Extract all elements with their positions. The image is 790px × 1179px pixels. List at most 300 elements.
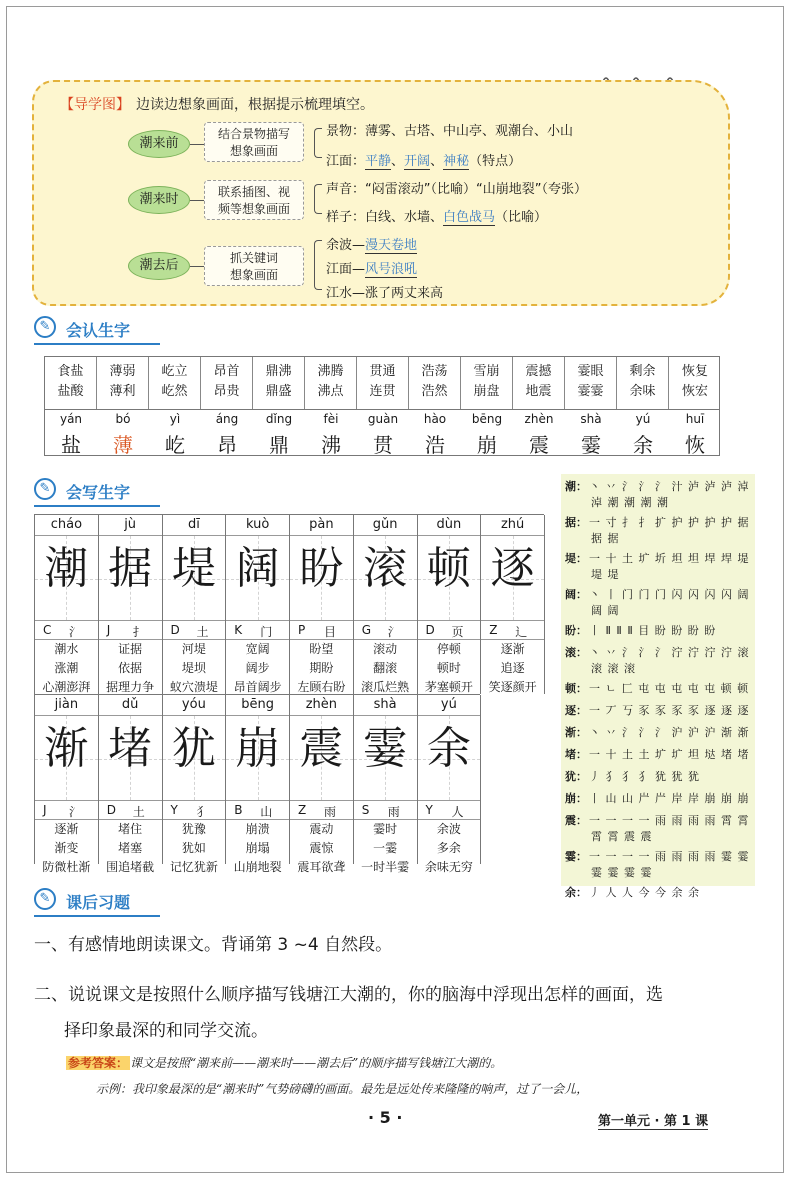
pinyin: áng — [215, 412, 239, 426]
word-list — [35, 819, 98, 877]
word-cell — [565, 357, 617, 409]
character: 堤 — [171, 543, 216, 594]
pinyin: bēng — [471, 412, 503, 426]
character: 昂 — [217, 433, 237, 457]
radical: 雨 — [387, 805, 400, 819]
method-line: 联系插图、视 — [217, 185, 290, 199]
word: 据理力争 — [106, 680, 155, 694]
word: 崩盘 — [473, 384, 500, 399]
stage-before: 潮来前 — [128, 130, 190, 158]
pinyin: fèi — [323, 412, 339, 426]
radical: 山 — [260, 805, 273, 819]
answer: 漫天卷地 — [365, 238, 418, 253]
word: 余味 — [629, 384, 656, 399]
word: 滚动 — [373, 642, 398, 656]
character: 潮 — [44, 543, 89, 594]
char-cell — [418, 695, 482, 874]
answer: 平静 — [365, 154, 392, 169]
index-letter: C — [43, 623, 52, 637]
pinyin: jiàn — [54, 697, 79, 712]
word: 防微杜渐 — [42, 860, 91, 874]
char-cell — [99, 695, 163, 874]
word: 浩荡 — [421, 364, 448, 379]
word: 左顾右盼 — [297, 680, 346, 694]
word-cell — [149, 357, 201, 409]
connector — [190, 144, 204, 145]
guide-tag: 【导学图】 — [60, 97, 130, 113]
character: 堵 — [108, 723, 153, 774]
word-list — [290, 639, 353, 697]
word: 证据 — [118, 642, 143, 656]
word-list — [481, 639, 544, 697]
word-cell — [617, 357, 669, 409]
char-cell — [418, 515, 482, 694]
stroke-row — [565, 680, 749, 696]
word: 地震 — [525, 384, 552, 399]
word: 心潮澎湃 — [42, 680, 91, 694]
word: 阔步 — [245, 661, 270, 675]
stroke-sequence: 霄 霄 震 震 — [591, 830, 653, 843]
radical: 目 — [324, 625, 337, 639]
pinyin: cháo — [50, 517, 83, 532]
stage-during: 潮来时 — [128, 186, 190, 214]
stroke-row — [565, 884, 700, 900]
word: 霎时 — [373, 822, 398, 836]
stroke-sequence: 丶 丷 氵 氵 氵 沪 沪 沪 渐 渐 — [589, 726, 750, 739]
radical: 雨 — [324, 805, 337, 819]
word: 渐变 — [54, 841, 79, 855]
radical: 氵 — [69, 625, 82, 639]
stroke-sequence: 丶 丨 门 门 门 闪 闪 闪 闪 阔 — [589, 588, 750, 601]
stroke-row — [565, 586, 749, 618]
word: 一时半霎 — [361, 860, 410, 874]
pinyin: huī — [685, 412, 705, 426]
index-letter: J — [43, 803, 47, 817]
brace — [314, 240, 322, 290]
stroke-sequence: 一 十 土 圹 圻 坦 坦 垾 垾 堤 — [589, 552, 750, 565]
character: 浩 — [425, 433, 445, 457]
pinyin: bēng — [241, 697, 274, 712]
unit-lesson: 第一单元 · 第 1 课 — [598, 1110, 708, 1130]
label: 声音： — [326, 182, 366, 197]
word: 昂首阔步 — [233, 680, 282, 694]
pinyin: gǔn — [372, 517, 398, 532]
during-shape — [326, 206, 547, 225]
exercise-icon: ✎ — [34, 888, 56, 910]
character: 崩 — [477, 433, 497, 457]
label: 江面： — [326, 154, 366, 169]
pinyin: zhú — [500, 517, 525, 532]
stroke-row — [565, 768, 700, 784]
index-letter: Z — [298, 803, 307, 817]
character: 薄 — [113, 433, 133, 457]
word: 余波 — [436, 822, 461, 836]
word-list — [99, 639, 162, 697]
word: 昂贵 — [213, 384, 240, 399]
word-list — [354, 819, 417, 877]
word: 震动 — [309, 822, 334, 836]
stroke-sequence: 滚 滚 滚 — [591, 662, 636, 675]
word: 翻滚 — [373, 661, 398, 675]
stroke-row — [565, 478, 749, 510]
pinyin: zhèn — [524, 412, 554, 426]
word: 追逐 — [500, 661, 525, 675]
char-cell — [35, 515, 99, 694]
separator: 、 — [430, 154, 444, 169]
word-cell — [669, 357, 721, 409]
character: 屹 — [165, 433, 185, 457]
after-river — [326, 258, 417, 277]
index-letter: Z — [489, 623, 498, 637]
label: 景物： — [326, 124, 366, 139]
radical: 氵 — [69, 805, 82, 819]
guide-header — [60, 94, 374, 114]
stroke-char-label: 崩： — [565, 792, 587, 805]
pinyin: bó — [115, 412, 131, 426]
word: 雪崩 — [473, 364, 500, 379]
word-list — [99, 819, 162, 877]
character: 震 — [299, 723, 344, 774]
answer: 风号浪吼 — [365, 262, 418, 277]
during-sound — [326, 178, 587, 197]
method-line: 想象画面 — [229, 268, 278, 282]
pinyin: yóu — [181, 697, 206, 712]
question-2: 二、说说课文是按照什么顺序描写钱塘江大潮的，你的脑海中浮现出怎样的画面，选 — [34, 985, 663, 1005]
pinyin: shà — [580, 412, 602, 426]
char-cell — [226, 515, 290, 694]
pinyin: dǐng — [265, 412, 293, 426]
after-water: 江水—涨了两丈来高 — [326, 286, 444, 301]
word-list — [226, 639, 289, 697]
word: 停顿 — [436, 642, 461, 656]
section-write — [34, 480, 160, 507]
pinyin: dǔ — [121, 697, 139, 712]
brace — [314, 128, 322, 158]
word: 连贯 — [369, 384, 396, 399]
word-cell — [97, 357, 149, 409]
word-list — [35, 639, 98, 697]
char-cell — [481, 515, 545, 694]
divider — [45, 409, 719, 410]
stroke-sequence: 一 丆 丂 豕 豕 豕 豕 逐 逐 逐 — [589, 704, 750, 717]
word: 震惊 — [309, 841, 334, 855]
word: 期盼 — [309, 661, 334, 675]
method-after — [204, 246, 304, 286]
label: 江面— — [326, 262, 366, 277]
word: 围追堵截 — [106, 860, 155, 874]
stroke-char-label: 余： — [565, 886, 587, 899]
section-exercises — [34, 890, 160, 917]
stroke-order-panel — [561, 474, 755, 899]
pinyin: shà — [373, 697, 397, 712]
radical: 土 — [196, 625, 209, 639]
answer-line-1 — [66, 1054, 502, 1071]
method-during — [204, 180, 304, 220]
answer-text: 课文是按照“潮来前——潮来时——潮去后”的顺序描写钱塘江大潮的。 — [130, 1056, 503, 1070]
character: 崩 — [235, 723, 280, 774]
stroke-row — [565, 790, 749, 806]
label: 样子： — [326, 210, 366, 225]
method-line: 结合景物描写 — [217, 127, 290, 141]
stroke-char-label: 顿： — [565, 682, 587, 695]
word: 蚁穴溃堤 — [169, 680, 218, 694]
word-cell — [253, 357, 305, 409]
write-icon: ✎ — [34, 478, 56, 500]
index-letter: B — [234, 803, 243, 817]
word: 鼎盛 — [265, 384, 292, 399]
stroke-sequence: 霎 霎 霎 霎 — [591, 866, 653, 879]
word: 霎眼 — [577, 364, 604, 379]
word: 恢复 — [681, 364, 708, 379]
index-letter: D — [170, 623, 180, 637]
word: 剩余 — [629, 364, 656, 379]
word: 贯通 — [369, 364, 396, 379]
method-line: 抓关键词 — [229, 251, 278, 265]
after-wave — [326, 234, 417, 253]
word: 潮水 — [54, 642, 79, 656]
word: 茅塞顿开 — [424, 680, 473, 694]
word: 逐渐 — [54, 822, 79, 836]
character: 沸 — [321, 433, 341, 457]
index-letter: P — [298, 623, 306, 637]
char-cell — [290, 515, 354, 694]
word: 依据 — [118, 661, 143, 675]
stroke-char-label: 犹： — [565, 770, 587, 783]
guide-tip: 边读边想象画面，根据提示梳理填空。 — [136, 97, 374, 113]
stage-after: 潮去后 — [128, 252, 190, 280]
radical: 门 — [260, 625, 273, 639]
character: 据 — [108, 543, 153, 594]
word: 一霎 — [373, 841, 398, 855]
word-cell — [409, 357, 461, 409]
word: 堵塞 — [118, 841, 143, 855]
recognize-table — [44, 356, 720, 456]
stroke-char-label: 逐： — [565, 704, 587, 717]
word-list — [354, 639, 417, 697]
stroke-row — [565, 746, 749, 762]
word: 犹豫 — [181, 822, 206, 836]
char-cell — [35, 695, 99, 874]
page-number: · 5 · — [368, 1108, 403, 1127]
stroke-sequence: 丨 山 山 屵 屵 岸 岸 崩 崩 崩 — [589, 792, 750, 805]
write-grid-row-1 — [34, 514, 544, 694]
word-cell — [357, 357, 409, 409]
brace — [314, 184, 322, 214]
word: 鼎沸 — [265, 364, 292, 379]
stroke-row — [565, 644, 749, 676]
word: 余味无穷 — [424, 860, 473, 874]
pinyin: guàn — [367, 412, 399, 426]
word: 霎霎 — [577, 384, 604, 399]
word-list — [226, 819, 289, 877]
word: 河堤 — [181, 642, 206, 656]
method-line: 频等想象画面 — [217, 202, 290, 216]
word: 盐酸 — [57, 384, 84, 399]
character: 犹 — [171, 723, 216, 774]
word-cell — [461, 357, 513, 409]
word: 屹立 — [161, 364, 188, 379]
stroke-char-label: 潮： — [565, 480, 587, 493]
char-cell — [163, 695, 227, 874]
pinyin: dùn — [436, 517, 462, 532]
read-icon: ✎ — [34, 316, 56, 338]
radical: 氵 — [387, 625, 400, 639]
pinyin: hào — [423, 412, 447, 426]
character: 余 — [426, 723, 471, 774]
character: 震 — [529, 433, 549, 457]
word: 崩塌 — [245, 841, 270, 855]
character: 霎 — [581, 433, 601, 457]
character: 盐 — [61, 433, 81, 457]
index-letter: D — [425, 623, 435, 637]
character: 逐 — [490, 543, 535, 594]
index-letter: Y — [170, 803, 178, 817]
stroke-char-label: 盼： — [565, 624, 587, 637]
radical: 人 — [451, 805, 464, 819]
before-river — [326, 150, 521, 169]
stroke-char-label: 堤： — [565, 552, 587, 565]
before-scene — [326, 120, 573, 139]
radical: 土 — [132, 805, 145, 819]
stroke-sequence: 阔 阔 — [591, 604, 620, 617]
value: 白线、水墙、 — [365, 210, 444, 225]
word: 浩然 — [421, 384, 448, 399]
answer-line-2: 示例：我印象最深的是“潮来时”气势磅礴的画面。最先是远处传来隆隆的响声，过了一会儿， — [96, 1082, 589, 1096]
stroke-row — [565, 724, 749, 740]
word-list — [418, 819, 481, 877]
char-cell — [99, 515, 163, 694]
answer-tag: 参考答案： — [68, 1056, 129, 1070]
separator: 、 — [391, 154, 405, 169]
index-letter: D — [106, 803, 116, 817]
stroke-sequence: 一 一 一 一 雨 雨 雨 雨 霄 霄 — [589, 814, 750, 827]
stroke-row — [565, 812, 749, 844]
write-grid-row-2 — [34, 694, 480, 874]
stroke-sequence: 丶 丷 氵 氵 氵 泞 泞 泞 泞 滚 — [589, 646, 750, 659]
radical: 辶 — [515, 625, 528, 639]
word: 涨潮 — [54, 661, 79, 675]
pinyin: yú — [440, 697, 457, 712]
radical: 扌 — [132, 625, 145, 639]
stroke-row — [565, 848, 749, 880]
char-cell — [290, 695, 354, 874]
stroke-sequence: 一 ㄴ 匚 屯 屯 屯 屯 屯 顿 顿 — [589, 682, 750, 695]
stroke-sequence: 据 据 — [591, 532, 620, 545]
index-letter: J — [106, 623, 111, 637]
char-cell — [354, 695, 418, 874]
word: 崩溃 — [245, 822, 270, 836]
section-title: 课后习题 — [66, 893, 131, 912]
word-cell — [45, 357, 97, 409]
word-list — [163, 639, 226, 697]
word: 堤坝 — [181, 661, 206, 675]
stroke-char-label: 震： — [565, 814, 587, 827]
method-line: 想象画面 — [229, 144, 278, 158]
character: 盼 — [299, 543, 344, 594]
stroke-sequence: 丨 Ⅱ Ⅱ Ⅱ 目 盼 盼 盼 盼 — [589, 624, 717, 637]
pinyin: zhèn — [305, 697, 338, 712]
pinyin: yán — [59, 412, 83, 426]
answer: 白色战马 — [443, 210, 496, 225]
word: 食盐 — [57, 364, 84, 379]
word: 薄利 — [109, 384, 136, 399]
character: 鼎 — [269, 433, 289, 457]
word: 盼望 — [309, 642, 334, 656]
section-title: 会写生字 — [66, 483, 131, 502]
stroke-sequence: 一 十 土 土 圹 圹 坦 垯 堵 堵 — [589, 748, 750, 761]
character: 霎 — [363, 723, 408, 774]
word: 薄弱 — [109, 364, 136, 379]
word-list — [290, 819, 353, 877]
word-cell — [513, 357, 565, 409]
stroke-row — [565, 702, 749, 718]
note: （比喻） — [495, 210, 548, 225]
word: 堵住 — [118, 822, 143, 836]
connector — [190, 200, 204, 201]
stroke-char-label: 堵： — [565, 748, 587, 761]
word: 沸腾 — [317, 364, 344, 379]
index-letter: K — [234, 623, 243, 637]
word: 宽阔 — [245, 642, 270, 656]
radical: 犭 — [196, 805, 209, 819]
stroke-sequence: 丶 丷 氵 氵 氵 汁 泸 泸 泸 淖 — [589, 480, 750, 493]
word-cell — [305, 357, 357, 409]
stroke-char-label: 渐： — [565, 726, 587, 739]
section-recognize — [34, 318, 160, 345]
word: 顿时 — [436, 661, 461, 675]
stroke-sequence: 一 寸 扌 扌 扩 护 护 护 护 据 — [589, 516, 750, 529]
character: 顿 — [426, 543, 471, 594]
stroke-row — [565, 550, 749, 582]
index-letter: G — [361, 623, 372, 637]
char-cell — [226, 695, 290, 874]
word: 滚瓜烂熟 — [361, 680, 410, 694]
char-cell — [163, 515, 227, 694]
word-list — [418, 639, 481, 697]
index-letter: S — [361, 803, 370, 817]
character: 滚 — [363, 543, 408, 594]
stroke-sequence: 堤 堤 — [591, 568, 620, 581]
stroke-char-label: 阔： — [565, 588, 587, 601]
stroke-char-label: 滚： — [565, 646, 587, 659]
word: 昂首 — [213, 364, 240, 379]
stroke-sequence: 淖 潮 潮 潮 潮 — [591, 496, 669, 509]
stroke-sequence: 丿 人 人 今 今 余 余 — [589, 886, 700, 899]
index-letter: Y — [425, 803, 433, 817]
radical: 页 — [451, 625, 464, 639]
question-1: 一、有感情地朗读课文。背诵第 3 ~4 自然段。 — [34, 935, 393, 955]
word: 恢宏 — [681, 384, 708, 399]
value: “闷雷滚动”（比喻）“山崩地裂”（夸张） — [365, 182, 587, 197]
word: 多余 — [436, 841, 461, 855]
word: 屹然 — [161, 384, 188, 399]
word: 震耳欲聋 — [297, 860, 346, 874]
answer: 神秘 — [443, 154, 470, 169]
stroke-sequence: 丿 犭 犭 犭 犹 犹 犹 — [589, 770, 700, 783]
character: 余 — [633, 433, 653, 457]
word: 犹如 — [181, 841, 206, 855]
pinyin: yì — [169, 412, 181, 426]
pinyin: dī — [187, 517, 200, 532]
note: （特点） — [469, 154, 522, 169]
method-before — [204, 122, 304, 162]
word-cell — [201, 357, 253, 409]
question-2-cont: 择印象最深的和同学交流。 — [64, 1021, 268, 1041]
pinyin: jù — [124, 517, 137, 532]
word: 逐渐 — [500, 642, 525, 656]
word: 记忆犹新 — [169, 860, 218, 874]
character: 贯 — [373, 433, 393, 457]
